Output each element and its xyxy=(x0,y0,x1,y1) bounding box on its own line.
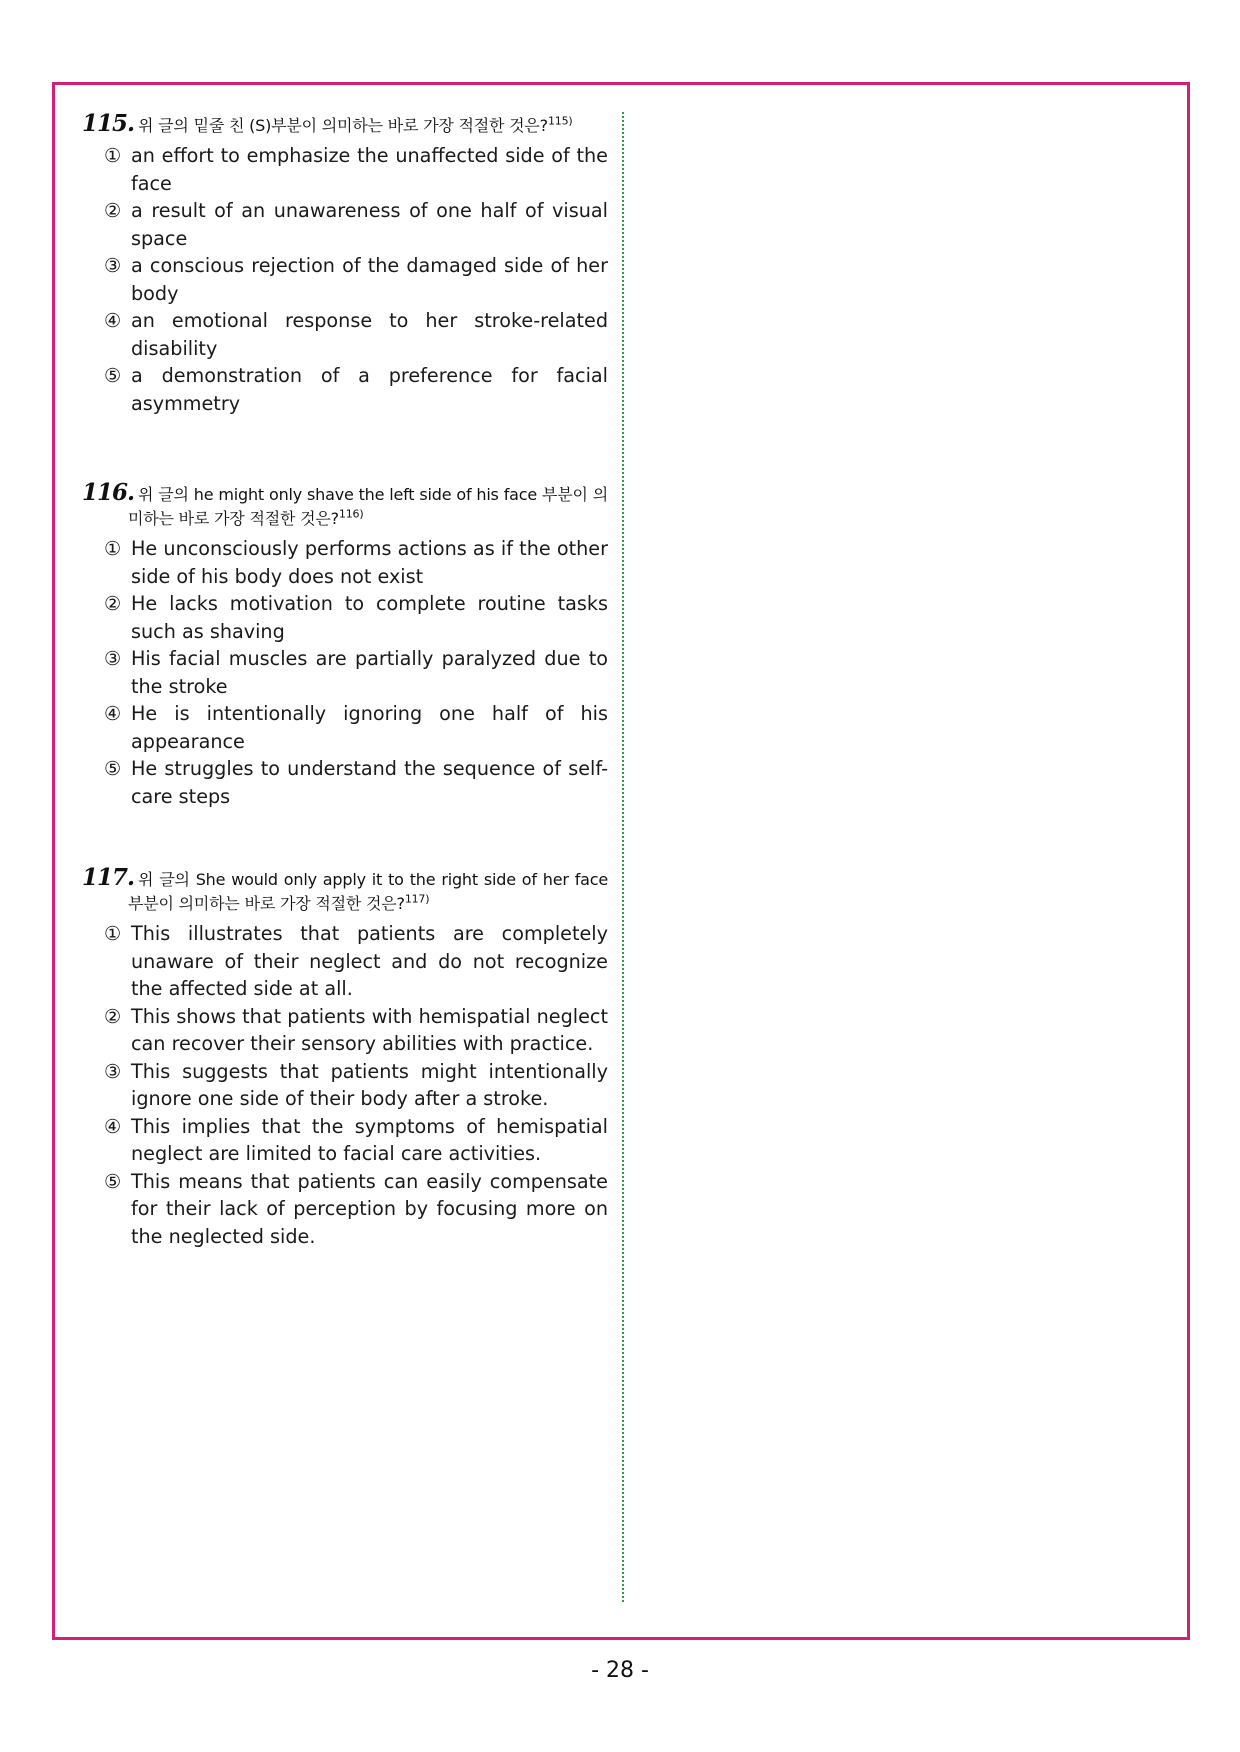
option-marker: ④ xyxy=(104,702,122,725)
option-marker: ③ xyxy=(104,254,122,277)
option-3[interactable] xyxy=(93,645,608,700)
option-text: He is intentionally ignoring one half of his appearance xyxy=(131,702,608,753)
question-117 xyxy=(82,866,608,1250)
option-text: This suggests that patients might intentionally ignore one side of their body after a stroke. xyxy=(131,1059,608,1110)
option-4[interactable] xyxy=(93,1113,608,1168)
option-text: His facial muscles are partially paralyzed due to the stroke xyxy=(131,647,608,698)
option-2[interactable] xyxy=(93,197,608,252)
option-marker: ③ xyxy=(104,647,122,670)
question-text: 위 글의 She would only apply it to the right side of her face 부분이 의미하는 바로 가장 적절한 것은? xyxy=(128,870,608,913)
footnote-ref: 115) xyxy=(547,114,573,128)
question-title xyxy=(82,866,608,916)
option-1[interactable] xyxy=(93,535,608,590)
option-text: an emotional response to her stroke-related disability xyxy=(131,309,608,360)
option-text: This shows that patients with hemispatial neglect can recover their sensory abilities with practice. xyxy=(131,1004,608,1055)
option-marker: ⑤ xyxy=(104,1169,122,1193)
option-marker: ④ xyxy=(104,309,122,332)
option-1[interactable] xyxy=(93,920,608,1003)
option-text: a conscious rejection of the damaged side of her body xyxy=(131,254,608,305)
question-title xyxy=(82,481,608,531)
option-marker: ⑤ xyxy=(104,757,122,780)
option-text: He lacks motivation to complete routine tasks such as shaving xyxy=(131,592,608,643)
footnote-ref: 117) xyxy=(404,892,430,906)
option-text: He struggles to understand the sequence of self-care steps xyxy=(131,757,608,808)
option-text: This illustrates that patients are completely unaware of their neglect and do not recognize the affected side at all. xyxy=(131,922,608,1000)
option-text: an effort to emphasize the unaffected side of the face xyxy=(131,144,608,195)
question-116 xyxy=(82,481,608,810)
option-4[interactable] xyxy=(93,700,608,755)
option-1[interactable] xyxy=(93,142,608,197)
question-number: 117. xyxy=(82,864,135,891)
answer-options xyxy=(82,142,608,417)
option-marker: ① xyxy=(104,922,122,945)
question-title xyxy=(82,112,608,138)
option-4[interactable] xyxy=(93,307,608,362)
option-3[interactable] xyxy=(93,252,608,307)
question-number: 116. xyxy=(82,479,135,506)
answer-options xyxy=(82,535,608,810)
option-text: This means that patients can easily compensate for their lack of perception by focusing more on the neglected side. xyxy=(131,1169,608,1248)
page-number: - 28 - xyxy=(591,1658,649,1683)
option-text: a result of an unawareness of one half of visual space xyxy=(131,199,608,250)
option-text: He unconsciously performs actions as if the other side of his body does not exist xyxy=(131,537,608,588)
option-2[interactable] xyxy=(93,590,608,645)
option-5[interactable] xyxy=(93,1168,608,1251)
option-text: This implies that the symptoms of hemispatial neglect are limited to facial care activities. xyxy=(131,1114,608,1165)
option-marker: ② xyxy=(104,199,122,222)
question-text: 위 글의 밑줄 친 (S)부분이 의미하는 바로 가장 적절한 것은? xyxy=(138,116,548,135)
option-marker: ① xyxy=(104,537,122,560)
option-marker: ④ xyxy=(104,1114,122,1138)
option-marker: ③ xyxy=(104,1059,122,1083)
answer-options xyxy=(82,920,608,1250)
option-3[interactable] xyxy=(93,1058,608,1113)
question-number: 115. xyxy=(82,110,135,137)
option-marker: ① xyxy=(104,144,122,167)
option-marker: ② xyxy=(104,1004,122,1028)
option-5[interactable] xyxy=(93,362,608,417)
option-5[interactable] xyxy=(93,755,608,810)
option-2[interactable] xyxy=(93,1003,608,1058)
option-marker: ⑤ xyxy=(104,364,122,387)
footnote-ref: 116) xyxy=(338,507,364,521)
option-text: a demonstration of a preference for facial asymmetry xyxy=(131,364,608,415)
option-marker: ② xyxy=(104,592,122,615)
column-divider xyxy=(622,112,624,1602)
question-115 xyxy=(82,112,608,417)
question-text: 위 글의 he might only shave the left side of his face 부분이 의미하는 바로 가장 적절한 것은? xyxy=(128,485,608,528)
